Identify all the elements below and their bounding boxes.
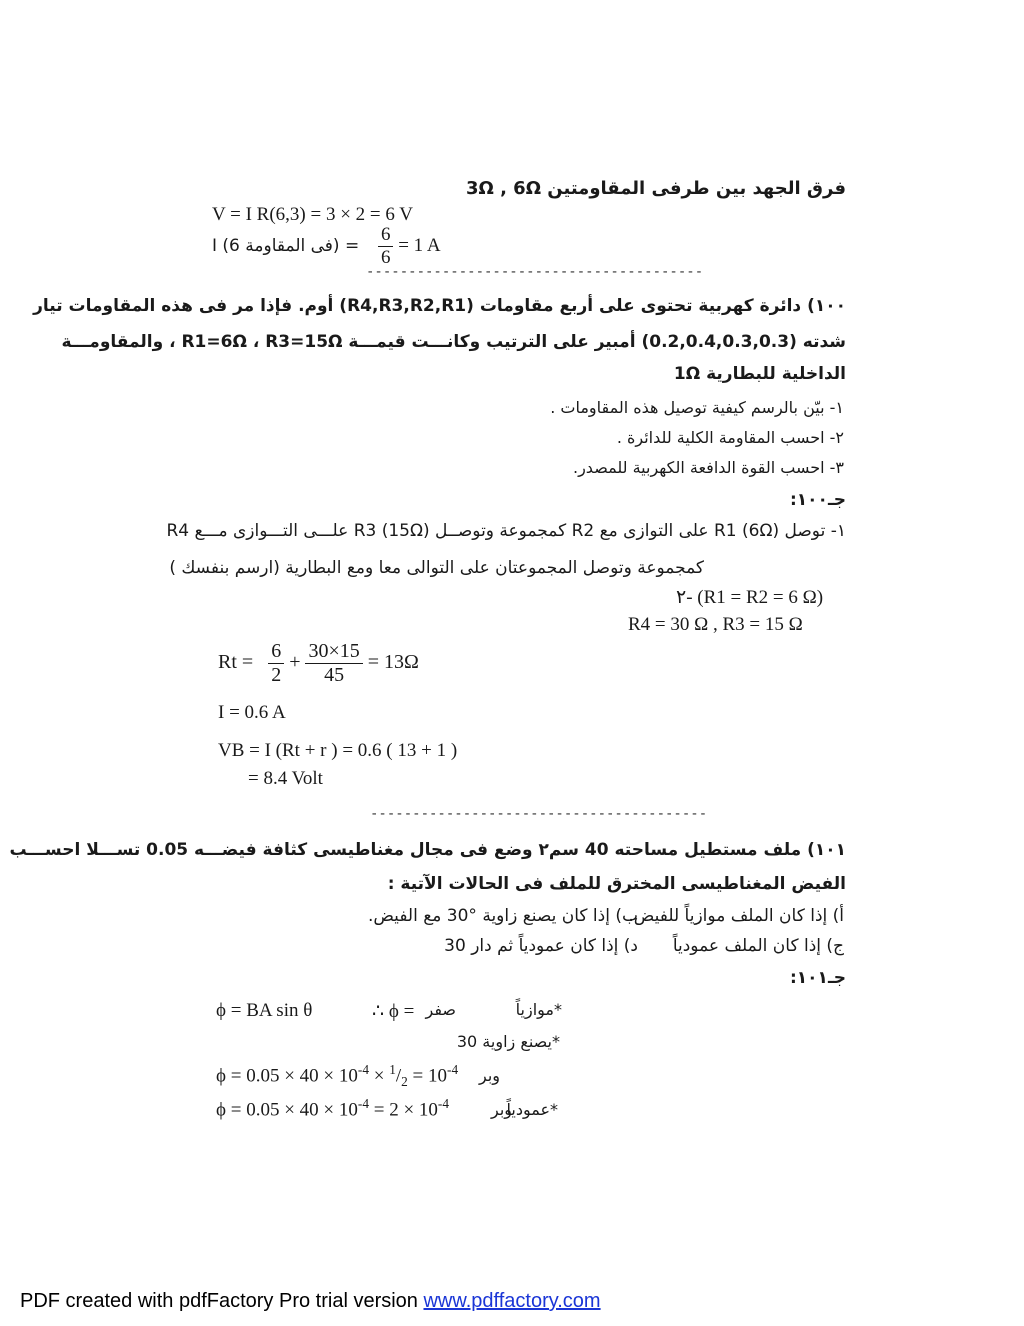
- rt-rhs: = 13Ω: [367, 651, 419, 674]
- a100-line4: R4 = 30 Ω , R3 = 15 Ω: [628, 614, 803, 635]
- i-fraction: [378, 224, 394, 269]
- i-fraction-denominator: 6: [380, 247, 391, 268]
- q101-line1: ١٠١) ملف مستطيل مساحته 40 سم٢ وضع فى مجال مغناطيسى كثافة فيضـــه 0.05 تســـلا احســـب: [9, 840, 846, 860]
- q100-line3: الداخلية للبطارية 1Ω: [673, 364, 846, 384]
- q101-option-d: د) إذا كان عمودياً ثم دار 30: [444, 936, 638, 956]
- a100-line3: ٢- (R1 = R2 = 6 Ω): [676, 587, 824, 608]
- divider-1: ----------------------------------------: [366, 264, 704, 280]
- rt-fraction-2-numerator: 30×15: [305, 640, 362, 664]
- divider-2: ----------------------------------------: [370, 806, 708, 822]
- weber-unit-2: وبر: [490, 1100, 512, 1119]
- a100-label: جـ١٠٠:: [789, 490, 846, 510]
- footer-link[interactable]: www.pdffactory.com: [423, 1290, 601, 1312]
- v-equation: V = I R(6,3) = 3 × 2 = 6 V: [212, 204, 414, 225]
- rt-lhs: Rt =: [218, 651, 254, 674]
- q101-option-a: أ) إذا كان الملف موازياً للفيض.: [628, 906, 844, 926]
- q100-item3: ٣- احسب القوة الدافعة الكهربية للمصدر.: [572, 458, 844, 477]
- q101-line2: الفيض المغناطيسى المخترق للملف فى الحالات الآتية :: [387, 874, 846, 894]
- q101-option-b: ب) إذا كان يصنع زاوية °30 مع الفيض.: [367, 906, 638, 926]
- pdf-footer: [20, 1290, 601, 1313]
- q100-item2: ٢- احسب المقاومة الكلية للدائرة .: [616, 428, 844, 447]
- rt-fraction-2: [305, 640, 362, 687]
- angle-label: *يصنع زاوية 30: [456, 1032, 560, 1051]
- footer-text: PDF created with pdfFactory Pro trial version: [20, 1290, 418, 1312]
- rt-fraction-1-numerator: 6: [268, 640, 284, 664]
- heading-potential-difference: فرق الجهد بين طرفى المقاومتين 3Ω , 6Ω: [465, 178, 846, 199]
- rt-fraction-1: [268, 640, 284, 687]
- i-fraction-numerator: 6: [378, 224, 394, 247]
- rt-plus: +: [289, 651, 301, 674]
- rt-fraction-1-denominator: 2: [271, 664, 282, 686]
- i-equation: [212, 224, 441, 269]
- rt-fraction-2-denominator: 45: [324, 664, 345, 686]
- a101-label: جـ١٠١:: [789, 968, 846, 988]
- a100-line1: ١- توصل R1 (6Ω) على التوازى مع R2 كمجموعة وتوصــل R3 (15Ω) علـــى التـــوازى مـــع R4: [166, 521, 846, 541]
- flux-formula: ϕ = BA sin θ: [216, 1000, 313, 1021]
- emf-equation: VB = I (Rt + r ) = 0.6 ( 13 + 1 ): [218, 740, 458, 761]
- rt-equation: [218, 640, 419, 687]
- i-equation-rhs: = 1 A: [398, 234, 441, 256]
- parallel-value: صفر: [425, 1000, 456, 1019]
- q100-line2: شدته (0.2,0.4,0.3,0.3) أمبير على الترتيب وكانـــت قيمـــة R1=6Ω ، R3=15Ω ، والمقاومـــة: [61, 332, 846, 352]
- flux-angle-equation: $\phi = 0.05 \times 40 \times 10^{-4} \times ^1/_2 = 10^{-4}$: [216, 1062, 459, 1090]
- therefore-flux: ∴ ϕ =: [372, 1001, 415, 1022]
- q100-item1: ١- بيّن بالرسم كيفية توصيل هذه المقاومات .: [550, 398, 844, 417]
- weber-unit-1: وبر: [478, 1066, 500, 1085]
- current-result: I = 0.6 A: [218, 702, 286, 723]
- q100-line1: ١٠٠) دائرة كهربية تحتوى على أربع مقاومات (R4,R3,R2,R1) أوم. فإذا مر فى هذه المقاومات تيار: [33, 296, 846, 316]
- q101-option-c: ج) إذا كان الملف عمودياً: [672, 936, 844, 956]
- emf-result: = 8.4 Volt: [248, 768, 323, 789]
- flux-perpendicular-equation: $\phi = 0.05 \times 40 \times 10^{-4} = 2 \times 10^{-4}$: [216, 1096, 449, 1121]
- parallel-label: *موازياً: [515, 1000, 562, 1019]
- perpendicular-label: *عمودياً: [506, 1100, 558, 1119]
- a100-line2: كمجموعة وتوصل المجموعتان على التوالى معا ومع البطارية (ارسم بنفسك ): [169, 558, 704, 578]
- i-equation-lhs: I (6 فى المقاومة) =: [212, 235, 360, 256]
